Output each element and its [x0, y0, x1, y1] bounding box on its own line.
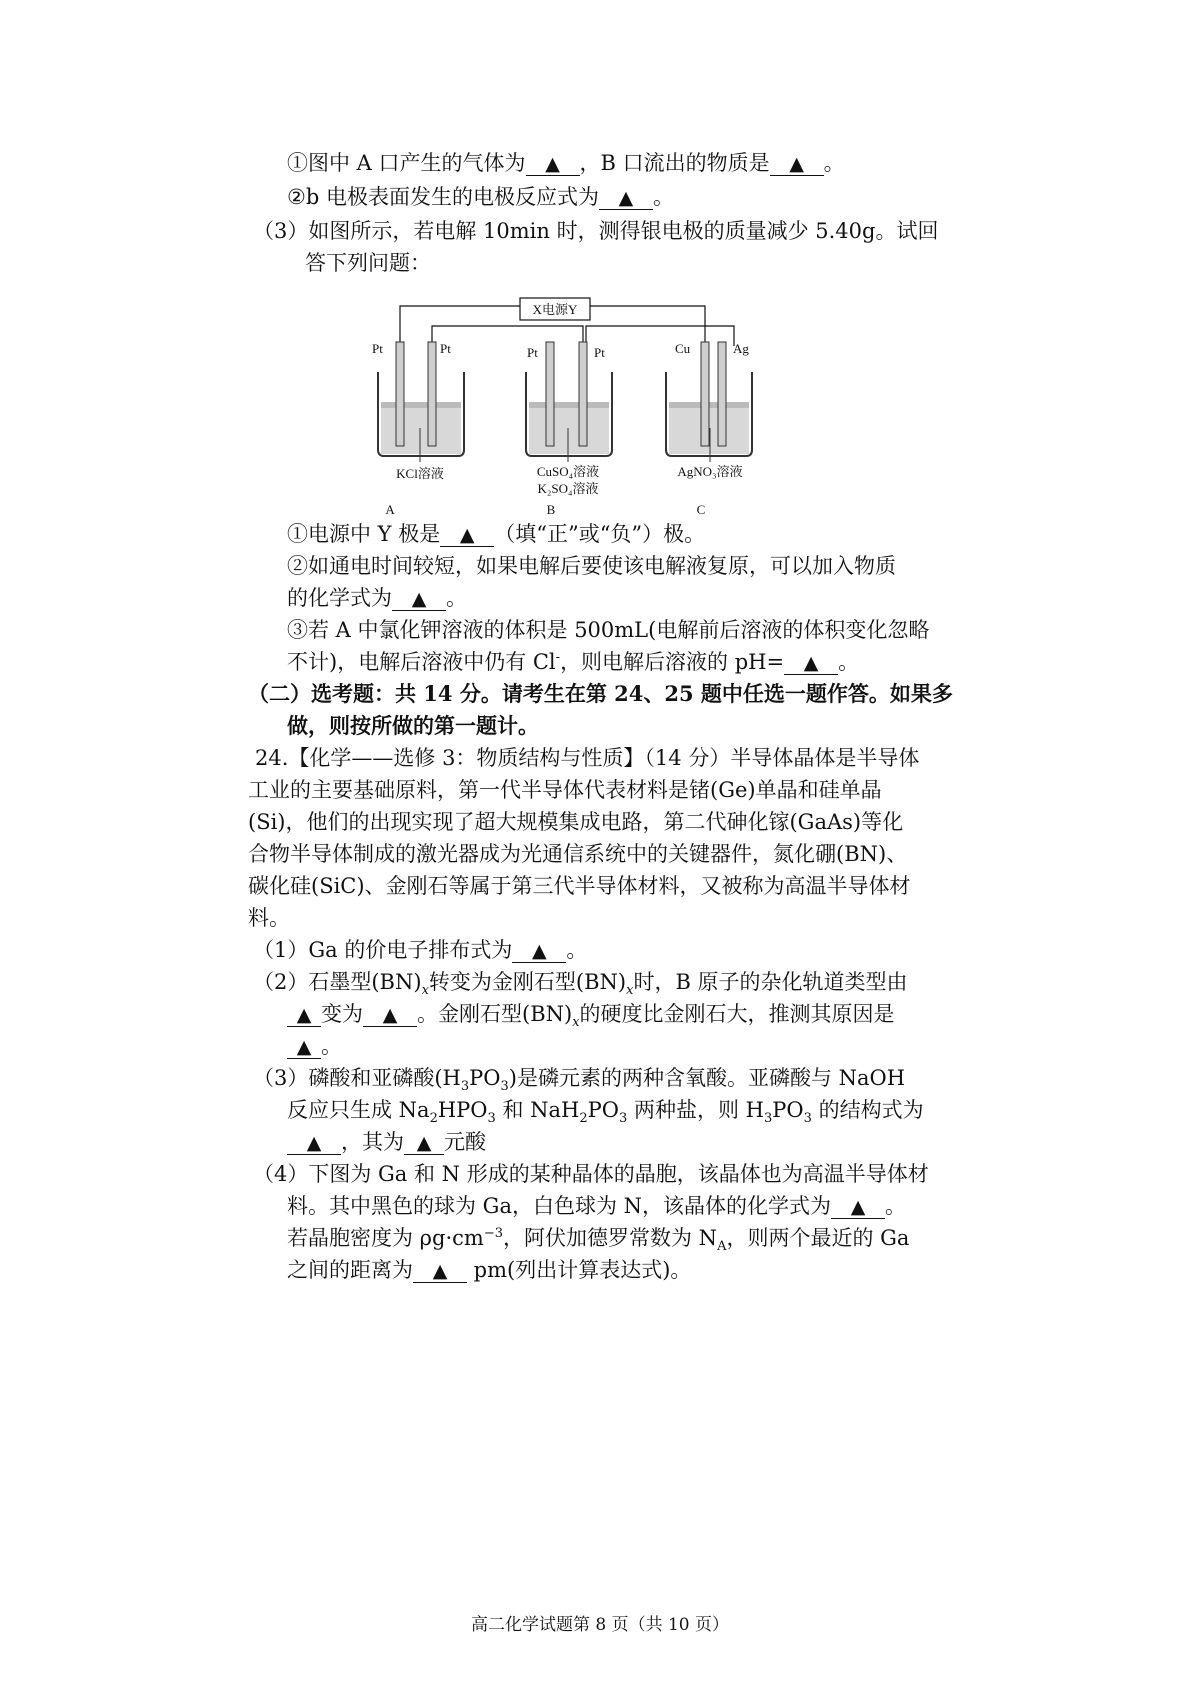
text: 。: [885, 1194, 907, 1218]
electrode-label: Pt: [372, 341, 383, 356]
q2-subq2: [287, 184, 674, 210]
electrode-label: Pt: [440, 341, 451, 356]
text: PO: [469, 1066, 501, 1090]
answer-blank[interactable]: ▲: [392, 588, 446, 611]
q24-subq4: （4）下图为 Ga 和 N 形成的某种晶体的晶胞，该晶体也为高温半导体材: [253, 1162, 929, 1186]
solution-c-label: AgNO₃溶液: [677, 464, 743, 479]
text: 。: [838, 650, 860, 674]
q24-stem-line: 料。: [248, 906, 290, 930]
q24-stem-line: (Si)，他们的出现实现了超大规模集成电路，第二代砷化镓(GaAs)等化: [248, 810, 904, 834]
q3-subq2-cont: [287, 585, 467, 611]
q24-stem-line: 碳化硅(SiC)、金刚石等属于第三代半导体材料，又被称为高温半导体材: [248, 874, 911, 898]
text: （填“正”或“负”）极。: [494, 522, 706, 546]
text: 时，B 原子的杂化轨道类型由: [633, 970, 908, 994]
q24-subq4-cont2: [287, 1225, 910, 1255]
subscript: x: [626, 983, 634, 999]
page-footer: 高二化学试题第 8 页（共 10 页）: [470, 1615, 730, 1635]
text: 。: [321, 1034, 342, 1058]
electrode-ag: [718, 342, 726, 446]
q3-stem-cont: 答下列问题：: [305, 251, 431, 275]
section-heading-cont: 做，则按所做的第一题计。: [287, 713, 539, 738]
text: 。: [446, 586, 467, 610]
text: 。: [823, 151, 845, 175]
text: 不计)，电解后溶液中仍有 Cl: [287, 650, 556, 674]
text: 。金刚石型(BN): [417, 1002, 573, 1026]
electrode-label: Cu: [675, 341, 691, 356]
answer-blank[interactable]: ▲: [770, 153, 824, 176]
subscript: 3: [763, 1111, 773, 1127]
answer-blank[interactable]: ▲: [287, 1036, 321, 1059]
subscript: 2: [429, 1111, 438, 1127]
text: 和 NaH: [495, 1098, 580, 1122]
cell-label-b: B: [546, 502, 556, 517]
q3-subq3-cont: [287, 649, 859, 675]
q3-subq2: ②如通电时间较短，如果电解后要使该电解液复原，可以加入物质: [287, 554, 896, 578]
text: 的化学式为: [287, 586, 392, 610]
q24-subq1: [253, 937, 587, 963]
q24-subq3-cont2: [287, 1129, 486, 1155]
answer-blank[interactable]: ▲: [413, 1260, 467, 1283]
answer-blank[interactable]: ▲: [784, 652, 838, 675]
q3-subq1: [287, 521, 705, 547]
electrode-label: Ag: [733, 341, 749, 356]
q24-subq3: [253, 1065, 906, 1095]
power-label: X电源Y: [532, 302, 578, 317]
electrode-pt-b2: [579, 342, 587, 446]
q24-subq2-cont2: [287, 1033, 342, 1059]
q24-subq2: [253, 969, 908, 999]
superscript: -: [555, 650, 561, 665]
text: 的硬度比金刚石大，推测其原因是: [579, 1002, 895, 1026]
text: 变为: [321, 1002, 363, 1026]
electrode-pt-a1: [396, 342, 404, 446]
text: PO: [772, 1098, 804, 1122]
text: 的结构式为: [811, 1098, 924, 1122]
electrode-label: Pt: [594, 345, 605, 360]
section-heading: （二）选考题：共 14 分。请考生在第 24、25 题中任选一题作答。如果多: [248, 681, 953, 706]
text: ，B 口流出的物质是: [579, 151, 770, 175]
text: ，阿伏加德罗常数为 N: [503, 1226, 718, 1250]
text: （3）磷酸和亚磷酸(H: [253, 1066, 461, 1090]
text: ，则两个最近的 Ga: [726, 1226, 910, 1250]
text: 。: [652, 185, 674, 209]
electrode-pt-a2: [428, 342, 436, 446]
subscript: x: [572, 1015, 580, 1031]
subscript: 3: [460, 1079, 470, 1095]
beaker-a: [378, 372, 464, 456]
subscript: 3: [619, 1111, 628, 1127]
text: ①图中 A 口产生的气体为: [287, 151, 526, 175]
answer-blank[interactable]: ▲: [287, 1132, 341, 1155]
solution-b-label-1: CuSO₄溶液: [536, 464, 600, 479]
subscript: 2: [579, 1111, 588, 1127]
answer-blank[interactable]: ▲: [526, 153, 580, 176]
answer-blank[interactable]: ▲: [831, 1196, 885, 1219]
q24-subq4-cont: [287, 1193, 906, 1219]
q2-subq1: [287, 150, 845, 176]
text: pm(列出计算表达式)。: [467, 1258, 692, 1282]
text: （2）石墨型(BN): [253, 970, 422, 994]
subscript: 3: [803, 1111, 812, 1127]
text: 转变为金刚石型(BN): [428, 970, 627, 994]
q3-subq3: ③若 A 中氯化钾溶液的体积是 500mL(电解前后溶液的体积变化忽略: [287, 618, 930, 642]
text: 反应只生成 Na: [287, 1098, 430, 1122]
text: ，则电解后溶液的 pH=: [560, 650, 785, 674]
q24-stem: 24.【化学——选修 3：物质结构与性质】（14 分）半导体晶体是半导体: [255, 746, 920, 770]
subscript: A: [717, 1239, 727, 1255]
q24-subq4-cont3: [287, 1257, 691, 1283]
subscript: 3: [487, 1111, 496, 1127]
answer-blank[interactable]: ▲: [287, 1004, 321, 1027]
text: HPO: [437, 1098, 488, 1122]
subscript: x: [421, 983, 429, 999]
text: PO: [587, 1098, 620, 1122]
subscript: 3: [500, 1079, 509, 1095]
q24-stem-line: 合物半导体制成的激光器成为光通信系统中的关键器件，氮化硼(BN)、: [248, 842, 908, 866]
answer-blank[interactable]: ▲: [404, 1132, 444, 1155]
answer-blank[interactable]: ▲: [440, 524, 494, 547]
text: （1）Ga 的价电子排布式为: [253, 938, 513, 962]
q24-subq3-cont: [287, 1097, 924, 1127]
cell-label-a: A: [385, 502, 395, 517]
text: 料。其中黑色的球为 Ga，白色球为 N，该晶体的化学式为: [287, 1194, 832, 1218]
text: ①电源中 Y 极是: [287, 522, 441, 546]
text: ，其为: [341, 1130, 404, 1154]
solution-a-label: KCl溶液: [396, 466, 444, 481]
text: 若晶胞密度为 ρg·cm: [287, 1226, 484, 1250]
electrode-pt-b1: [546, 342, 554, 446]
answer-blank[interactable]: ▲: [512, 940, 566, 963]
text: 。: [566, 938, 588, 962]
electrode-label: Pt: [527, 345, 538, 360]
answer-blank[interactable]: ▲: [363, 1004, 417, 1027]
answer-blank[interactable]: ▲: [599, 187, 653, 210]
text: 之间的距离为: [287, 1258, 413, 1282]
superscript: −3: [483, 1226, 503, 1241]
q24-stem-line: 工业的主要基础原料，第一代半导体代表材料是锗(Ge)单晶和硅单晶: [248, 778, 882, 802]
q24-subq2-cont: [287, 1001, 895, 1031]
cell-label-c: C: [696, 502, 706, 517]
text: )是磷元素的两种含氧酸。亚磷酸与 NaOH: [508, 1066, 906, 1090]
solution-b-label-2: K₂SO₄溶液: [537, 481, 599, 496]
q3-stem: （3）如图所示，若电解 10min 时，测得银电极的质量减少 5.40g。试回: [253, 219, 939, 243]
text: ②b 电极表面发生的电极反应式为: [287, 185, 599, 209]
beaker-b: [526, 372, 612, 456]
electrode-cu: [701, 342, 709, 446]
text: 元酸: [444, 1130, 486, 1154]
text: 两种盐，则 H: [627, 1098, 764, 1122]
